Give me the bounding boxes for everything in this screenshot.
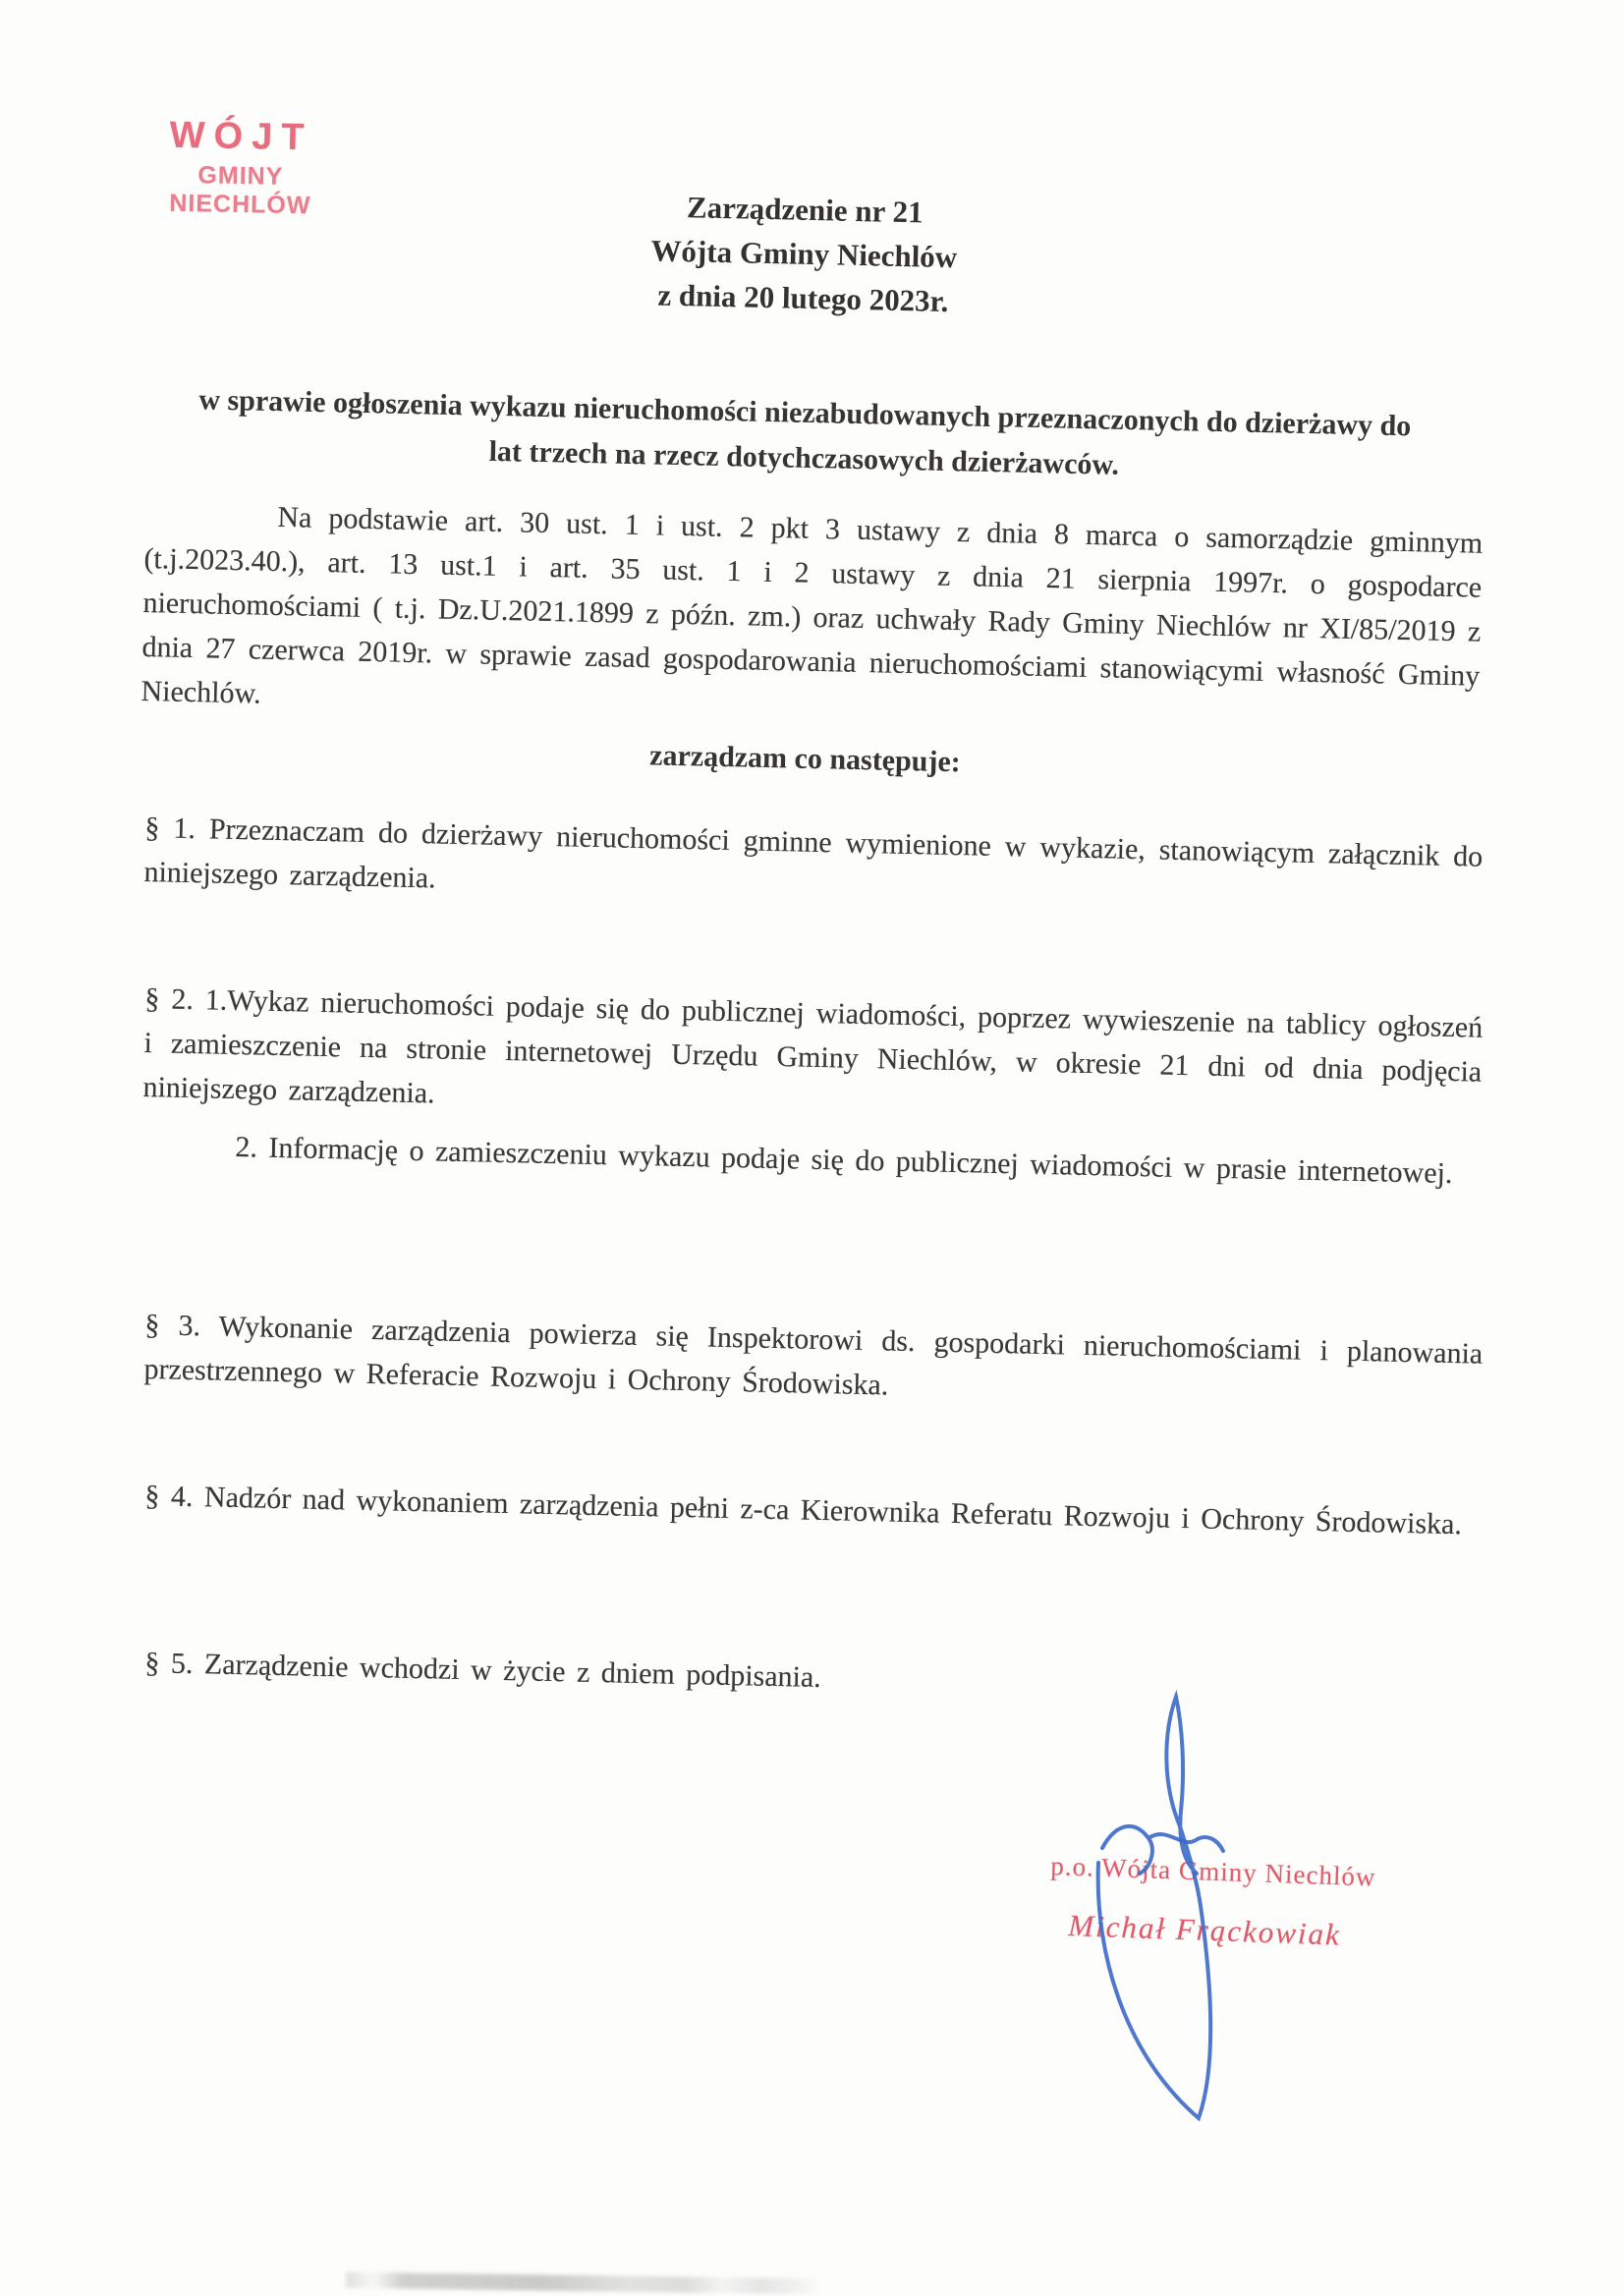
section-4-paragraph: § 4. Nadzór nad wykonaniem zarządzenia pełni z-ca Kierownika Referatu Rozwoju i Ochrony Środowiska. xyxy=(144,1479,1463,1541)
preamble-paragraph: Na podstawie art. 30 ust. 1 i ust. 2 pkt 3 ustawy z dnia 8 marca o samorządzie gminnym (t.j.2023.40.), art. 13 ust.1 i art. 35 ust. 1 i 2 ustawy z dnia 21 sierpnia 1997r. o gospodarce nieruchomościami ( t.j. Dz.U.2021.1899 z późn. zm.) oraz uchwały Rady Gminy Niechlów nr XI/85/2019 z dnia 27 czerwca 2019r. w sprawie zasad gospodarowania nieruchomościami stanowiącymi własność Gminy Niechlów. xyxy=(140,500,1484,710)
section-5-paragraph: § 5. Zarządzenie wchodzi w życie z dniem podpisania. xyxy=(144,1646,822,1695)
signature-role-stamp: p.o. Wójta Gminy Niechlów xyxy=(1049,1851,1377,1892)
signature-ink-wave-stroke xyxy=(1102,1826,1223,1874)
title-line-date: z dnia 20 lutego 2023r. xyxy=(657,277,949,319)
order-heading: zarządzam co następuje: xyxy=(648,739,962,779)
section-3-paragraph: § 3. Wykonanie zarządzenia powierza się Inspektorowi ds. gospodarki nieruchomościami i planowania przestrzennego w Referacie Rozwoju i Ochrony Środowiska. xyxy=(143,1308,1484,1402)
title-line-number: Zarządzenie nr 21 xyxy=(686,190,924,230)
office-stamp-line1: WÓJT xyxy=(169,114,313,159)
subject-line-2: lat trzech na rzecz dotychczasowych dzierżawców. xyxy=(488,434,1120,481)
signature-ink-main-stroke xyxy=(1098,1697,1210,2118)
section-2-point-2-paragraph: 2. Informację o zamieszczeniu wykazu podaje się do publicznej wiadomości w prasie internetowej. xyxy=(235,1131,1453,1191)
section-1-paragraph: § 1. Przeznaczam do dzierżawy nieruchomości gminne wymienione w wykazie, stanowiącym załącznik do niniejszego zarządzenia. xyxy=(143,811,1484,895)
subject-line-1: w sprawie ogłoszenia wykazu nieruchomości niezabudowanych przeznaczonych do dzierżawy do xyxy=(198,383,1412,443)
document-subject xyxy=(136,376,1474,496)
signature-ink-icon xyxy=(1032,1670,1425,2142)
document-title xyxy=(135,173,1474,335)
title-line-issuer: Wójta Gminy Niechlów xyxy=(650,233,958,275)
scan-artifact-bottom xyxy=(346,2272,817,2295)
office-stamp-line2: GMINY NIECHLÓW xyxy=(169,161,311,220)
signature-name-stamp: Michał Frąckowiak xyxy=(1067,1908,1342,1952)
section-2-paragraph: § 2. 1.Wykaz nieruchomości podaje się do publicznej wiadomości, poprzez wywieszenie na tablicy ogłoszeń i zamieszczenie na stronie internetowej Urzędu Gminy Niechlów, w okresie 21 dni od dnia podjęcia niniejszego zarządzenia. xyxy=(142,981,1484,1110)
